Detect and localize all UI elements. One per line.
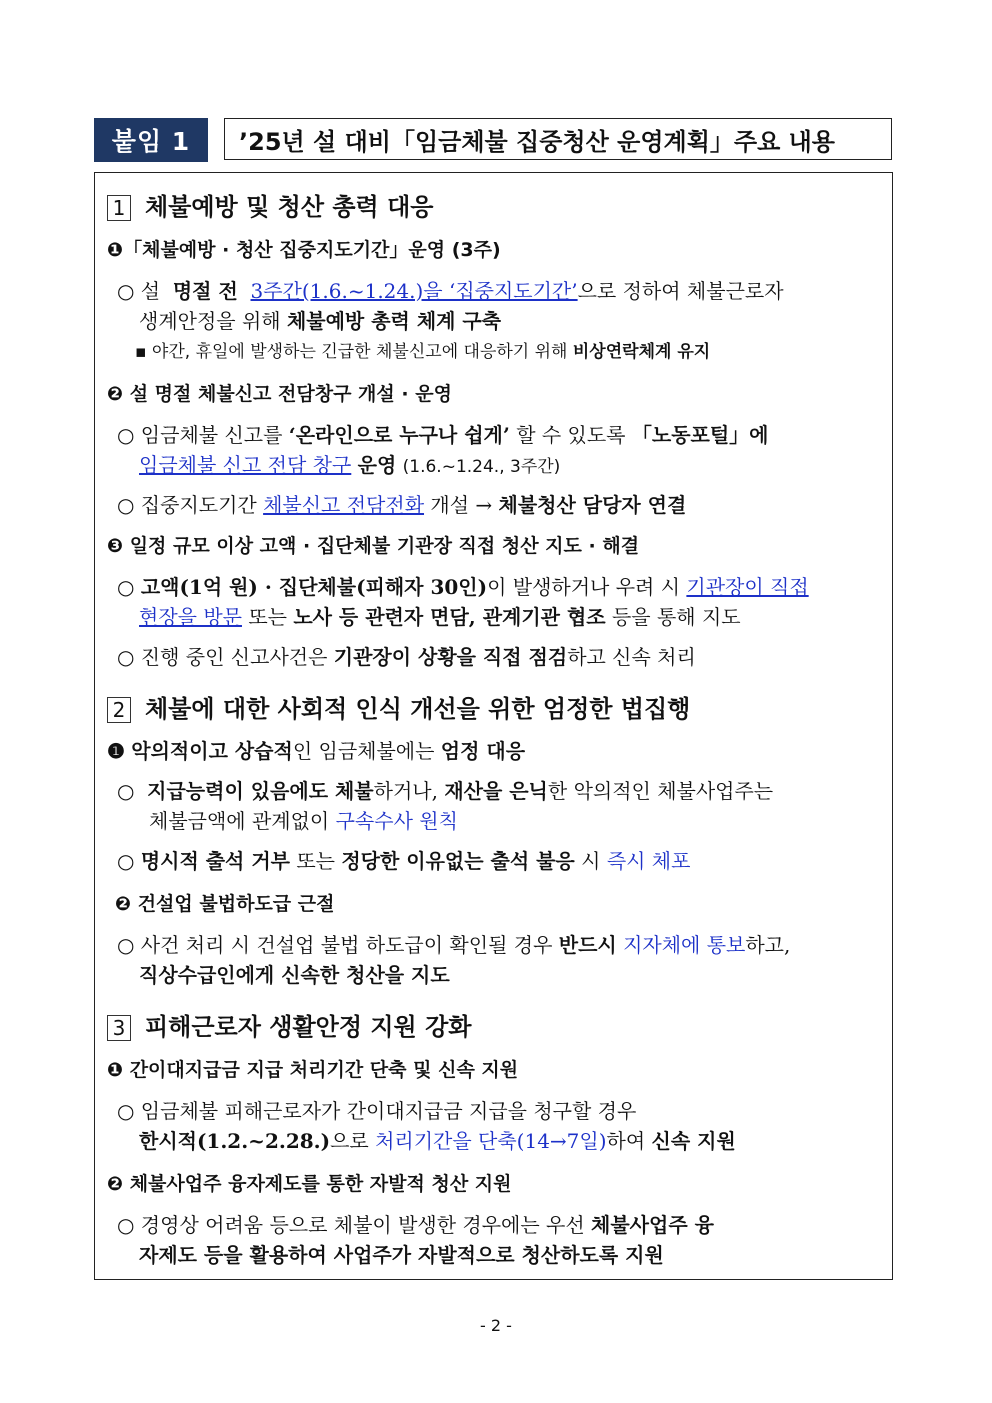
section-number: 3 — [107, 1015, 131, 1041]
s1-subheading-3: ❸ 일정 규모 이상 고액 · 집단체불 기관장 직접 청산 지도 · 해결 — [107, 535, 640, 557]
s2-paragraph-2: ○ 명시적 출석 거부 또는 정당한 이유없는 출석 불응 시 즉시 체포 — [117, 849, 691, 873]
s2-subheading-2: ❷ 건설업 불법하도급 근절 — [115, 893, 335, 915]
s3-subheading-2: ❷ 체불사업주 융자제도를 통한 자발적 청산 지원 — [107, 1173, 512, 1195]
s1-paragraph-1-line-1: ○ 설 명절 전 3주간(1.6.~1.24.)을 ‘집중지도기간’으로 정하여 체불근로자 — [117, 279, 784, 303]
s2-paragraph-3-line-1: ○ 사건 처리 시 건설업 불법 하도급이 확인될 경우 반드시 지자체에 통보하고, — [117, 933, 791, 957]
s1-paragraph-2-line-1: ○ 임금체불 신고를 ‘온라인으로 누구나 쉽게’ 할 수 있도록 「노동포털」에 — [117, 423, 769, 447]
s3-subheading-1: ❶ 간이대지급금 지급 처리기간 단축 및 신속 지원 — [107, 1059, 519, 1081]
s3-paragraph-2-line-1: ○ 경영상 어려움 등으로 체불이 발생한 경우에는 우선 체불사업주 융 — [117, 1213, 714, 1237]
section-number: 2 — [107, 697, 131, 723]
section-number: 1 — [107, 195, 131, 221]
page-number: - 2 - — [480, 1316, 512, 1335]
s2-subheading-1: ❶ 악의적이고 상습적인 임금체불에는 엄정 대응 — [107, 739, 526, 763]
s1-paragraph-5: ○ 진행 중인 신고사건은 기관장이 상황을 직접 점검하고 신속 처리 — [117, 645, 696, 669]
section-2-heading: 2 체불에 대한 사회적 인식 개선을 위한 엄정한 법집행 — [107, 689, 690, 724]
section-3-heading: 3 피해근로자 생활안정 지원 강화 — [107, 1007, 471, 1042]
section-1-heading: 1 체불예방 및 청산 총력 대응 — [107, 187, 433, 222]
s3-paragraph-1-line-1: ○ 임금체불 피해근로자가 간이대지급금 지급을 청구할 경우 — [117, 1099, 637, 1123]
s2-paragraph-1-line-2: 체불금액에 관계없이 구속수사 원칙 — [149, 809, 458, 833]
document-title: ’25년 설 대비「임금체불 집중청산 운영계획」주요 내용 — [224, 118, 892, 160]
s2-paragraph-1-line-1: ○ 지급능력이 있음에도 체불하거나, 재산을 은닉한 악의적인 체불사업주는 — [117, 779, 774, 803]
s2-paragraph-3-line-2: 직상수급인에게 신속한 청산을 지도 — [139, 963, 450, 987]
attachment-tag: 붙임 1 — [94, 118, 208, 162]
s1-paragraph-4-line-2: 현장을 방문 또는 노사 등 관련자 면담, 관계기관 협조 등을 통해 지도 — [139, 605, 741, 629]
s1-paragraph-3: ○ 집중지도기간 체불신고 전담전화 개설 → 체불청산 담당자 연결 — [117, 493, 687, 517]
s1-subheading-2: ❷ 설 명절 체불신고 전담창구 개설 · 운영 — [107, 383, 452, 405]
s1-paragraph-2-line-2: 임금체불 신고 전담 창구 운영 (1.6.~1.24., 3주간) — [139, 453, 561, 477]
s3-paragraph-2-line-2: 자제도 등을 활용하여 사업주가 자발적으로 청산하도록 지원 — [139, 1243, 664, 1267]
s1-bullet-note: ▪ 야간, 휴일에 발생하는 긴급한 체불신고에 대응하기 위해 비상연락체계 유지 — [135, 342, 711, 362]
s1-paragraph-4-line-1: ○ 고액(1억 원) · 집단체불(피해자 30인)이 발생하거나 우려 시 기관장이 직접 — [117, 575, 809, 599]
s1-subheading-1: ❶「체불예방 · 청산 집중지도기간」운영 (3주) — [107, 239, 501, 261]
content-box — [94, 172, 893, 1280]
s1-paragraph-1-line-2: 생계안정을 위해 체불예방 총력 체계 구축 — [139, 309, 502, 333]
s3-paragraph-1-line-2: 한시적(1.2.~2.28.)으로 처리기간을 단축(14→7일)하여 신속 지원 — [139, 1129, 736, 1153]
